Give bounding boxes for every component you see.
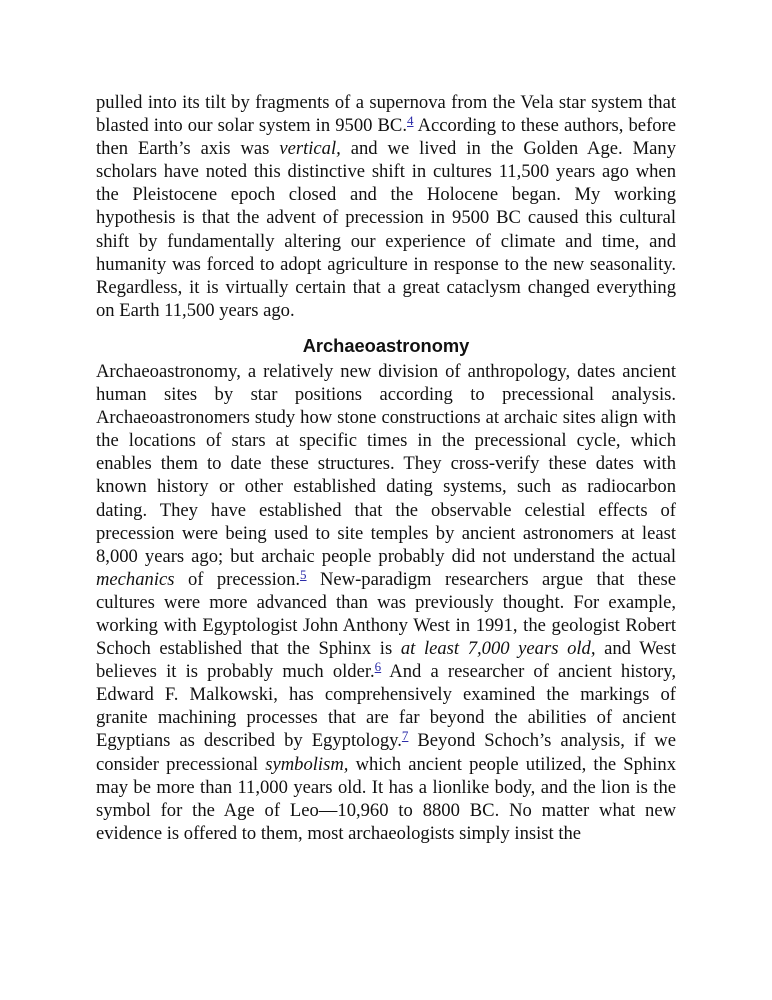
text-run: of precession. <box>174 568 301 590</box>
section-heading: Archaeoastronomy <box>302 334 470 356</box>
paragraph-2 <box>96 360 676 845</box>
paragraph-1 <box>96 91 676 322</box>
text-run: New-paradigm researchers argue that these cultures were more advanced than was previously thought. For example, working with Egyptologist John Anthony West in 1991, the geologist Robert Schoch established that the Sphinx is <box>96 568 676 660</box>
text-run: According to these authors, before then Earth’s axis was <box>96 115 676 160</box>
footnote-link-7[interactable]: 7 <box>401 728 409 744</box>
italic-run: mechanics <box>96 568 175 590</box>
text-run: Archaeoastronomy, a relatively new division of anthropology, dates ancient human sites by star positions according to precessional analysis. Archaeoastronomers study how stone constructions at archaic sites align with the locations of stars at specific times in the precessional cycle, which enables them to date these structures. They cross-verify these dates with known history or other established dating systems, such as radiocarbon dating. They have established that the observable celestial effects of precession were being used to site temples by ancient astronomers at least 8,000 years ago; but archaic people probably did not understand the actual <box>96 360 676 567</box>
italic-run: vertical, <box>279 138 341 160</box>
italic-run: at least 7,000 years old, <box>400 638 596 660</box>
text-run: and West believes it is probably much older. <box>96 638 676 683</box>
italic-run: symbolism, <box>265 753 349 775</box>
text-run: which ancient people utilized, the Sphinx may be more than 11,000 years old. It has a lionlike body, and the lion is the symbol for the Age of Leo—10,960 to 8800 BC. No matter what new evidence is offered to them, most archaeologists simply insist the <box>96 753 676 844</box>
text-run: Beyond Schoch’s analysis, if we consider precessional <box>96 730 676 775</box>
footnote-link-4[interactable]: 4 <box>407 113 414 129</box>
text-run: And a researcher of ancient history, Edward F. Malkowski, has comprehensively examined the markings of granite machining processes that are far beyond the abilities of ancient Egyptians as described by Egyptology. <box>96 661 676 752</box>
footnote-link-6[interactable]: 6 <box>374 659 382 675</box>
text-run: and we lived in the Golden Age. Many scholars have noted this distinctive shift in cultures 11,500 years ago when the Pleistocene epoch closed and the Holocene began. My working hypothesis is that the advent of precession in 9500 BC caused this cultural shift by fundamentally altering our experience of climate and time, and humanity was forced to adopt agriculture in response to the new seasonality. Regardless, it is virtually certain that a great cataclysm changed everything on Earth 11,500 years ago. <box>96 138 676 321</box>
document-page <box>96 91 676 845</box>
text-run: pulled into its tilt by fragments of a supernova from the Vela star system that blasted into our solar system in 9500 BC. <box>96 92 676 137</box>
footnote-link-5[interactable]: 5 <box>300 566 307 582</box>
